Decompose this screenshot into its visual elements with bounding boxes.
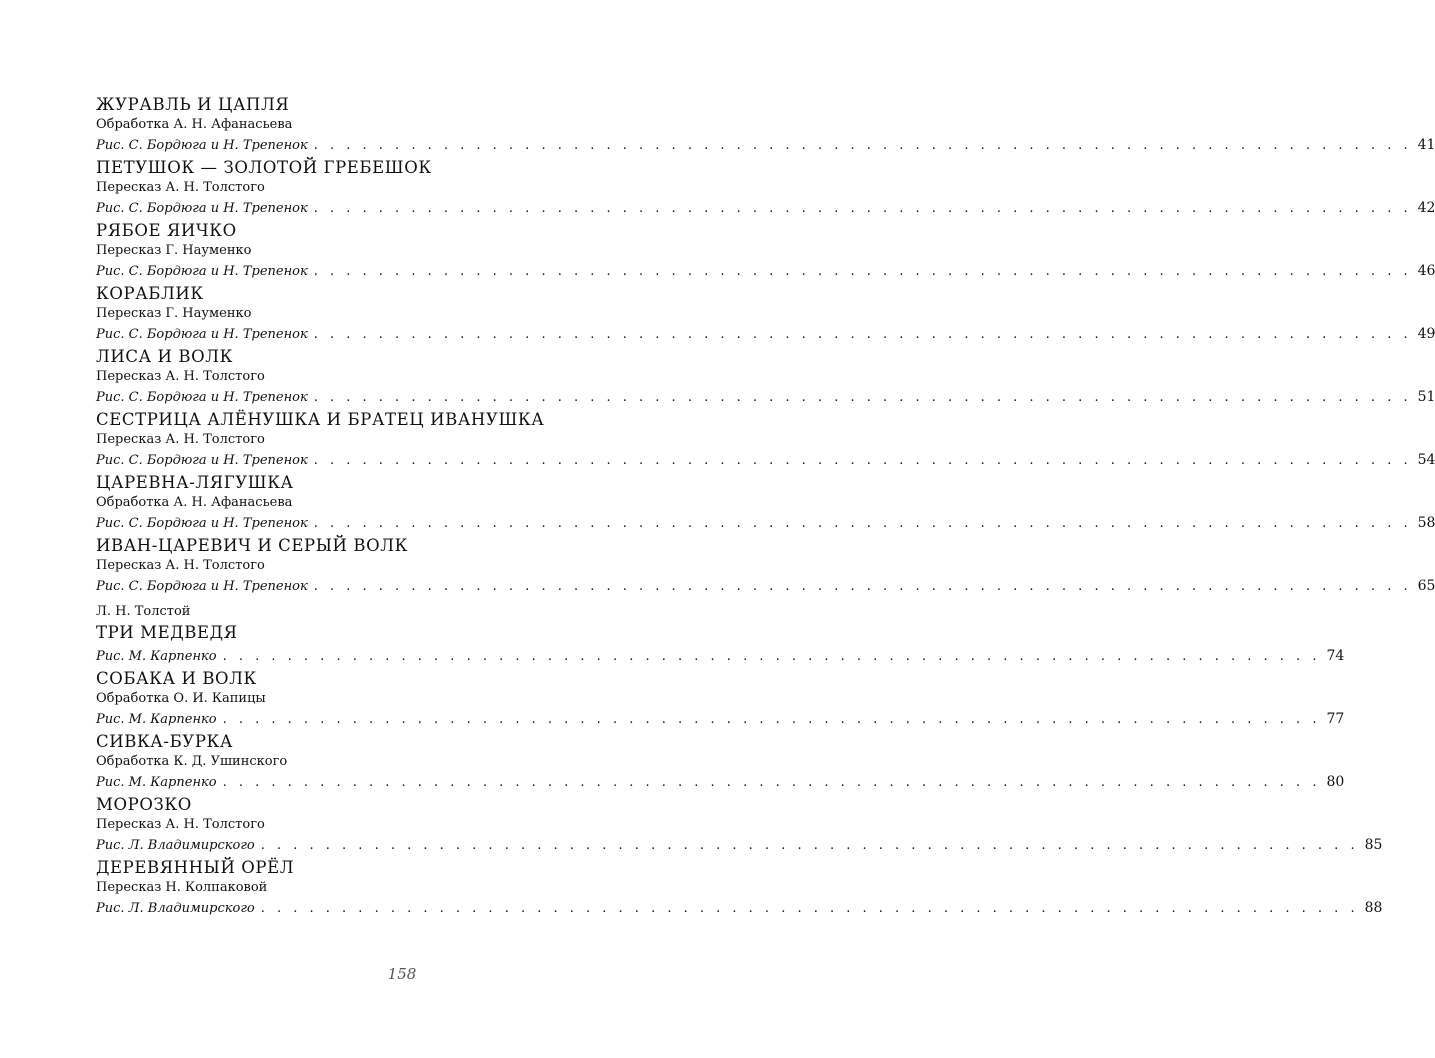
toc-page-number: 80 [1326,774,1345,790]
toc-illustrator: Рис. С. Бордюга и Н. Трепенок [96,579,308,594]
toc-title: КОРАБЛИК [96,284,204,303]
toc-illustrator: Рис. С. Бордюга и Н. Трепенок [96,201,308,216]
toc-title: ЖУРАВЛЬ И ЦАПЛЯ [96,95,290,114]
dot-leader: . . . . . . . . . . . . . . . . . . . . . . . . . . . . . . . . . . . . . . . . . . . . . . . . . . . . . . . . . . . . . . . . . . . . [313,516,1412,531]
toc-page-number: 49 [1417,326,1435,342]
toc-illustration-line [96,771,1345,793]
toc-entry [96,603,1345,667]
toc-illustration-line [96,134,1435,156]
toc-entry [96,282,1435,345]
toc-illustrator: Рис. С. Бордюга и Н. Трепенок [96,390,308,405]
table-of-contents [96,93,1435,919]
toc-title: ИВАН-ЦАРЕВИЧ И СЕРЫЙ ВОЛК [96,536,408,555]
toc-entry [96,93,1435,156]
toc-entry [96,534,1435,597]
toc-page-number: 77 [1326,711,1345,727]
toc-adaptation: Обработка А. Н. Афанасьева [96,117,293,132]
dot-leader: . . . . . . . . . . . . . . . . . . . . . . . . . . . . . . . . . . . . . . . . . . . . . . . . . . . . . . . . . . . . . . . . . . . . [313,390,1412,405]
toc-illustrator: Рис. С. Бордюга и Н. Трепенок [96,516,308,531]
toc-page-number: 46 [1417,263,1435,279]
toc-adaptation: Обработка А. Н. Афанасьева [96,495,293,510]
toc-title: МОРОЗКО [96,795,192,814]
dot-leader: . . . . . . . . . . . . . . . . . . . . . . . . . . . . . . . . . . . . . . . . . . . . . . . . . . . . . . . . . . . . . . . . . . . . [313,453,1412,468]
toc-adaptation: Обработка О. И. Капицы [96,691,266,706]
dot-leader: . . . . . . . . . . . . . . . . . . . . . . . . . . . . . . . . . . . . . . . . . . . . . . . . . . . . . . . . . . . . . . . . . . . . [313,264,1412,279]
toc-illustrator: Рис. С. Бордюга и Н. Трепенок [96,264,308,279]
toc-title: ПЕТУШОК — ЗОЛОТОЙ ГРЕБЕШОК [96,158,432,177]
toc-illustration-line [96,645,1345,667]
toc-page-number: 42 [1417,200,1435,216]
toc-illustrator: Рис. Л. Владимирского [96,838,255,853]
toc-adaptation: Пересказ А. Н. Толстого [96,817,265,832]
toc-title: СЕСТРИЦА АЛЁНУШКА И БРАТЕЦ ИВАНУШКА [96,410,545,429]
dot-leader: . . . . . . . . . . . . . . . . . . . . . . . . . . . . . . . . . . . . . . . . . . . . . . . . . . . . . . . . . . . . . . . . . . . . [260,901,1359,916]
toc-illustration-line [96,575,1435,597]
toc-page-number: 41 [1417,137,1435,153]
toc-page-number: 51 [1417,389,1435,405]
toc-page-number: 58 [1417,515,1435,531]
dot-leader: . . . . . . . . . . . . . . . . . . . . . . . . . . . . . . . . . . . . . . . . . . . . . . . . . . . . . . . . . . . . . . . . . . . . [260,838,1359,853]
toc-adaptation: Пересказ Г. Науменко [96,243,252,258]
toc-illustrator: Рис. С. Бордюга и Н. Трепенок [96,453,308,468]
toc-entry [96,219,1435,282]
toc-illustrator: Рис. С. Бордюга и Н. Трепенок [96,327,308,342]
toc-title: СОБАКА И ВОЛК [96,669,257,688]
toc-entry [96,667,1345,730]
toc-title: ДЕРЕВЯННЫЙ ОРЁЛ [96,858,295,877]
toc-adaptation: Пересказ А. Н. Толстого [96,180,265,195]
toc-adaptation: Пересказ Г. Науменко [96,306,252,321]
dot-leader: . . . . . . . . . . . . . . . . . . . . . . . . . . . . . . . . . . . . . . . . . . . . . . . . . . . . . . . . . . . . . . . . . . . . [222,649,1321,664]
toc-illustrator: Рис. М. Карпенко [96,775,217,790]
toc-page-number: 65 [1417,578,1435,594]
toc-title: СИВКА-БУРКА [96,732,233,751]
toc-page-number: 85 [1364,837,1383,853]
page-number: 158 [387,965,417,983]
toc-adaptation: Пересказ А. Н. Толстого [96,432,265,447]
toc-illustration-line [96,260,1435,282]
toc-illustration-line [96,708,1345,730]
toc-illustrator: Рис. С. Бордюга и Н. Трепенок [96,138,308,153]
toc-page-number: 74 [1326,648,1345,664]
toc-illustration-line [96,386,1435,408]
toc-entry [96,471,1435,534]
toc-illustrator: Рис. М. Карпенко [96,649,217,664]
toc-adaptation: Пересказ А. Н. Толстого [96,558,265,573]
toc-adaptation: Обработка К. Д. Ушинского [96,754,288,769]
toc-entry [96,793,1383,856]
dot-leader: . . . . . . . . . . . . . . . . . . . . . . . . . . . . . . . . . . . . . . . . . . . . . . . . . . . . . . . . . . . . . . . . . . . . [313,138,1412,153]
dot-leader: . . . . . . . . . . . . . . . . . . . . . . . . . . . . . . . . . . . . . . . . . . . . . . . . . . . . . . . . . . . . . . . . . . . . [222,712,1321,727]
toc-illustration-line [96,897,1383,919]
toc-illustrator: Рис. Л. Владимирского [96,901,255,916]
toc-page-number: 54 [1417,452,1435,468]
toc-illustration-line [96,197,1435,219]
toc-author: Л. Н. Толстой [96,604,191,619]
toc-adaptation: Пересказ А. Н. Толстого [96,369,265,384]
dot-leader: . . . . . . . . . . . . . . . . . . . . . . . . . . . . . . . . . . . . . . . . . . . . . . . . . . . . . . . . . . . . . . . . . . . . [313,579,1412,594]
dot-leader: . . . . . . . . . . . . . . . . . . . . . . . . . . . . . . . . . . . . . . . . . . . . . . . . . . . . . . . . . . . . . . . . . . . . [313,327,1412,342]
toc-entry [96,156,1435,219]
toc-title: ЦАРЕВНА-ЛЯГУШКА [96,473,294,492]
toc-illustrator: Рис. М. Карпенко [96,712,217,727]
toc-title: ЛИСА И ВОЛК [96,347,233,366]
toc-illustration-line [96,834,1383,856]
toc-entry [96,730,1345,793]
toc-entry [96,408,1435,471]
toc-entry [96,345,1435,408]
toc-illustration-line [96,323,1435,345]
toc-title: ТРИ МЕДВЕДЯ [96,623,238,642]
dot-leader: . . . . . . . . . . . . . . . . . . . . . . . . . . . . . . . . . . . . . . . . . . . . . . . . . . . . . . . . . . . . . . . . . . . . [313,201,1412,216]
toc-illustration-line [96,449,1435,471]
toc-entry [96,856,1383,919]
toc-title: РЯБОЕ ЯИЧКО [96,221,237,240]
toc-illustration-line [96,512,1435,534]
toc-adaptation: Пересказ Н. Колпаковой [96,880,268,895]
dot-leader: . . . . . . . . . . . . . . . . . . . . . . . . . . . . . . . . . . . . . . . . . . . . . . . . . . . . . . . . . . . . . . . . . . . . [222,775,1321,790]
toc-page-number: 88 [1364,900,1383,916]
